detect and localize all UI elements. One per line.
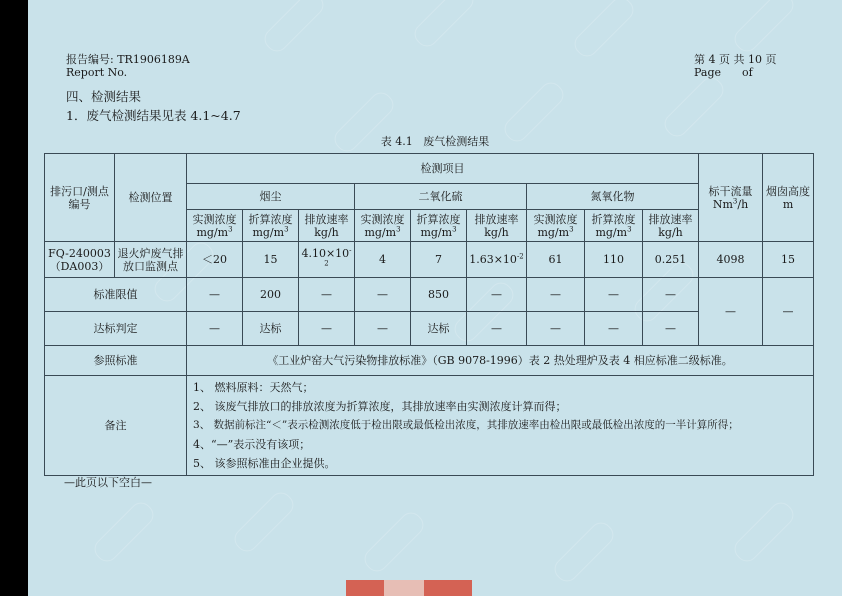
judge-so2-converted: 达标 — [411, 312, 467, 346]
limit-dust-measured: — — [187, 278, 243, 312]
cell-so2-rate: $1.63\times 10^{-2}$ — [467, 242, 527, 278]
report-number: 报告编号: TR1906189A — [66, 53, 190, 66]
header-outlet-no: 排污口/测点编号 — [45, 154, 115, 242]
header-measured: 实测浓度 $mg/m^3$ — [355, 210, 411, 242]
note-line: 3、 数据前标注“＜”表示检测浓度低于检出限或最低检出浓度，其排放速率由检出限或最低检出浓度的一半计算所得； — [193, 419, 739, 431]
reference-label: 参照标准 — [45, 346, 187, 376]
judge-dust-rate: — — [299, 312, 355, 346]
cell-so2-measured: 4 — [355, 242, 411, 278]
header-dust: 烟尘 — [187, 184, 355, 210]
page-number: 第 4 页 共 10 页 — [694, 53, 777, 66]
header-converted: 折算浓度 $mg/m^3$ — [243, 210, 299, 242]
limit-flow: — — [699, 278, 763, 346]
limit-label: 标准限值 — [45, 278, 187, 312]
cell-nox-measured: 61 — [527, 242, 585, 278]
header-converted: 折算浓度 $mg/m^3$ — [585, 210, 643, 242]
exhaust-gas-table — [44, 153, 814, 476]
limit-dust-converted: 200 — [243, 278, 299, 312]
limit-nox-measured: — — [527, 278, 585, 312]
seal-stamp-detail — [384, 580, 424, 596]
report-number-en: Report No. — [66, 66, 128, 79]
table-caption: 表 4.1 废气检测结果 — [380, 135, 490, 148]
judge-dust-measured: — — [187, 312, 243, 346]
header-converted: 折算浓度 $mg/m^3$ — [411, 210, 467, 242]
judge-so2-rate: — — [467, 312, 527, 346]
header-measured: 实测浓度 $mg/m^3$ — [527, 210, 585, 242]
blank-below-note: —此页以下空白— — [64, 476, 152, 489]
limit-height: — — [763, 278, 814, 346]
header-measured: 实测浓度 $mg/m^3$ — [187, 210, 243, 242]
cell-dust-measured: ＜20 — [187, 242, 243, 278]
header-rate: 排放速率 kg/h — [467, 210, 527, 242]
cell-nox-rate: 0.251 — [643, 242, 699, 278]
header-flow: 标干流量 Nm$^3$/h — [699, 154, 763, 242]
page-number-en: Page of — [694, 66, 753, 79]
header-nox: 氮氧化物 — [527, 184, 699, 210]
limit-nox-converted: — — [585, 278, 643, 312]
judge-label: 达标判定 — [45, 312, 187, 346]
notes-content — [187, 376, 814, 476]
judge-nox-converted: — — [585, 312, 643, 346]
cell-outlet: FQ-240003（DA003） — [45, 242, 115, 278]
note-line: 5、 该参照标准由企业提供。 — [193, 457, 336, 470]
section-item: 1．废气检测结果见表 4.1~4.7 — [66, 108, 241, 123]
limit-dust-rate: — — [299, 278, 355, 312]
report-page — [28, 0, 842, 596]
note-line: 2、 该废气排放口的排放浓度为折算浓度，其排放速率由实测浓度计算而得； — [193, 400, 567, 413]
note-line: 1、 燃料原料：天然气； — [193, 381, 314, 394]
limit-so2-converted: 850 — [411, 278, 467, 312]
reference-text: 《工业炉窑大气污染物排放标准》（GB 9078-1996）表 2 热处理炉及表 4 相应标准二级标准。 — [187, 346, 814, 376]
cell-height: 15 — [763, 242, 814, 278]
cell-dust-rate: $4.10\times 10^{-2}$ — [299, 242, 355, 278]
cell-nox-converted: 110 — [585, 242, 643, 278]
note-line: 4、“—”表示没有该项； — [193, 438, 311, 451]
section-title: 四、检测结果 — [66, 89, 142, 104]
judge-dust-converted: 达标 — [243, 312, 299, 346]
header-rate: 排放速率 kg/h — [643, 210, 699, 242]
notes-label: 备注 — [45, 376, 187, 476]
header-rate: 排放速率 kg/h — [299, 210, 355, 242]
cell-dust-converted: 15 — [243, 242, 299, 278]
header-so2: 二氧化硫 — [355, 184, 527, 210]
judge-nox-measured: — — [527, 312, 585, 346]
header-position: 检测位置 — [115, 154, 187, 242]
judge-nox-rate: — — [643, 312, 699, 346]
limit-so2-rate: — — [467, 278, 527, 312]
judge-so2-measured: — — [355, 312, 411, 346]
limit-so2-measured: — — [355, 278, 411, 312]
header-height: 烟囱高度 m — [763, 154, 814, 242]
cell-position: 退火炉废气排放口监测点 — [115, 242, 187, 278]
limit-nox-rate: — — [643, 278, 699, 312]
cell-flow: 4098 — [699, 242, 763, 278]
header-items: 检测项目 — [187, 154, 699, 184]
cell-so2-converted: 7 — [411, 242, 467, 278]
